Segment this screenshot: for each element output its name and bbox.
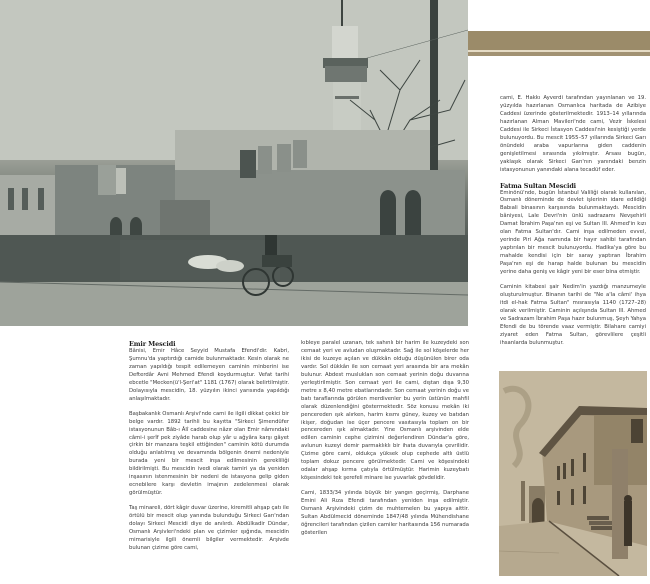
paragraph: kıbleye paralel uzanan, tek sahınlı bir harim ile kuzeydeki son cemaat yeri ve avludan oluşmaktadır. Sağ ile sol köşelerde her ikisi de kuzeye açılan ve dükkân olduğu düşünülen birer oda vardır. Sol dükkân ile son cemaat yeri arasında bir ara mekân bulunur. Abdest musluklan son cemaat yerinin doğu duvarına yerleştirilmiştir. Son cemaat yeri ile cami, dıştan dışa 9,30 metre x 8,40 metre ebatlarındadır. Son cemaat yerinin doğu ve batı taraflarında görülen merdivenler bu yerin üstünün mahfil olarak düzenlendiğini göstermektedir. Söz konusu mekân iki pencereden ışık alırken, harim kısmı güney, kuzey ve batıdan ikişer, doğudan ise üçer pencere vasıtasıyla toplam on bir pencereden ışık almaktadır. Yine Osmanlı arşivinden elde edilen caminin cephe çizimini değerlendiren Dündar'a göre, avlunun kuzeyi demir parmaklıklı bir ihata duvarıyla çevrilidir. Çizime göre cami, oldukça yüksek olup cephede altlı üstlü toplam dokuz pencere görülmektedir. Cami ve köşesindeki odalar ahşap kırma çatıyla örtülmüştür. Harimin kuzeybatı köşesindeki tek şerefeli minare ise yuvarlak gövdelidir.: [301, 340, 469, 482]
decorative-header-band: [468, 31, 650, 50]
paragraph: Eminönü'nde, bugün İstanbul Valiliği olarak kullanılan, Osmanlı döneminde de devlet işlerinin idare edildiği Babıali binasının karşısında bulunmaktaydı. Mescidin bâniyesi, Lale Devri'nin ünlü sadrazamı Nevşehirli Damat İbrahim Paşa'nın eşi ve Sultan III. Ahmed'in kızı olan Fatma Sultan'dır. Cami inşa edilmeden evvel, yerinde Piri Ağa namında bir hayır sahibi tarafından yaptırılan bir mescit bulunuyordu. Hadika'ya göre bu mahalde kendisi için bir saray yaptıran İbrahim Paşa'nın eşi de harap halde bulunan bu mescidin yerine daha geniş ve kâgir yeni bir eser bina etmiştir.: [500, 189, 646, 276]
paragraph: Bânisi, Emir Hâce Seyyid Mustafa Efendi'dir. Kabri, Şumnu'da yaptırdığı camide bulunmaktadır. Kesin olarak ne zaman yapıldığı tespit edilemeyen caminin minberini ise Defterdâr Avni Mehmed Efendi koydurmuştur. Vefat tarihi ebcetle "Mecken(ü'l-Şeri'at" 1181 (1767) olarak belirtilmiştir. Dolayısıyla mescidin, 18. yüzyılın ikinci yarısında yapıldığı anlaşılmaktadır.: [129, 348, 289, 402]
paragraph: Başbakanlık Osmanlı Arşivi'nde cami ile ilgili dikkat çekici bir belge vardır. 1892 tarihli bu kayıtta "Sirkeci Şimendüfer istasyonunun Bâb-ı Âlî caddesine nâzır olan Emir nâmındaki câmi-i şerîf pek ziyâde harab olup yâr u ağyâra karşı gâyet çirkin bir manzara teşkil ettiğinden" caminin kötü durumda olduğu anlatılmış ve devamında bölgenin önemi nedeniyle burada yeni bir mescit inşa edilmesinin gerekliliği bildirilmişti. Bu mescidin ivedi olarak tamiri ya da yeniden inşasının istenmesinin bir nedeni de istasyona gelip giden ecnebilere karşı devletin imajının zedelenmesi olarak görülmüştür.: [129, 410, 289, 497]
side-archival-photo: [499, 371, 647, 576]
decorative-band-stripe: [468, 52, 650, 56]
paragraph: cami, E. Hakkı Ayverdi tarafından yayınlanan ve 19. yüzyılda hazırlanan Osmanlıca haritada de Azibiye Caddesi üzerinde gösterilmektedir. 1913–14 yıllarında hazırlanan Alman Mavileri'nde cami, Vezir İskelesi Caddesi ile Sirkeci İstasyon Caddesi'nin kesiştiği yerde bulunuyordu. Bu mescit 1955–57 yıllarında Sirkeci Garı önündeki araba vapurlarına giden caddenin genişletilmesi sırasında yıkılmıştır. Arsası bugün, yaklaşık olarak Sirkeci Garı'nın yanındaki benzin istasyonunun yanındaki alana tecadüf eder.: [500, 95, 646, 173]
paragraph: Caminin kitabesi şair Nedim'in yazdığı manzumeyle oluşturulmuştur. Binanın tarihi de "Ne a'la câmi' ihya itdi el-hak Fatma Sultan" mısrasıyla 1140 (1727–28) olarak verilmiştir. Caminin açılışında Sultan III. Ahmed ve Sadrazam İbrahim Paşa hazır bulunmuş, Şeyh Yahya Efendi de bu törende vaaz vermiştir. Bilahare camiyi ziyaret eden Fatma Sultan, görevlilere çeşitli ihsanlarda bulunmuştur.: [500, 284, 646, 346]
section-heading-fatma-sultan-mescidi: Fatma Sultan Mescidi: [500, 181, 577, 190]
text-column-1: [129, 340, 289, 560]
text-column-2: [301, 340, 469, 545]
paragraph: Taş minareli, dört kâgir duvar üzerine, kiremitli ahşap çatı ile örtülü bir mescit olup yanında bulunduğu Sirkeci Garı'ndan dolayı Sirkeci Mescidi diye de anılırdı. Abdülkadir Dündar, Osmanlı Arşivleri'ndeki plan ve çizimler ışığında, mescidin mimarisiyle ilgili önemli bilgiler vermektedir. Arşivde bulunan çizime göre cami,: [129, 505, 289, 551]
main-photo-illustration: [0, 0, 468, 326]
side-photo-illustration: [499, 371, 647, 576]
paragraph: Cami, 1833/34 yılında büyük bir yangın geçirmiş, Darphane Emini Ali Rıza Efendi tarafından yeniden inşa edilmiştir. Osmanlı Arşivindeki çizim de muhtemelen bu yapıya aittir. Sultan Abdülmecid döneminde 1847/48 yılında Mühendishane öğrencileri tarafından çizilen camiler haritasında 156 numarada gösterilen: [301, 490, 469, 536]
section-heading-emir-mescidi: Emir Mescidi: [129, 340, 176, 348]
main-archival-photo: [0, 0, 468, 326]
text-column-3: [500, 95, 646, 355]
